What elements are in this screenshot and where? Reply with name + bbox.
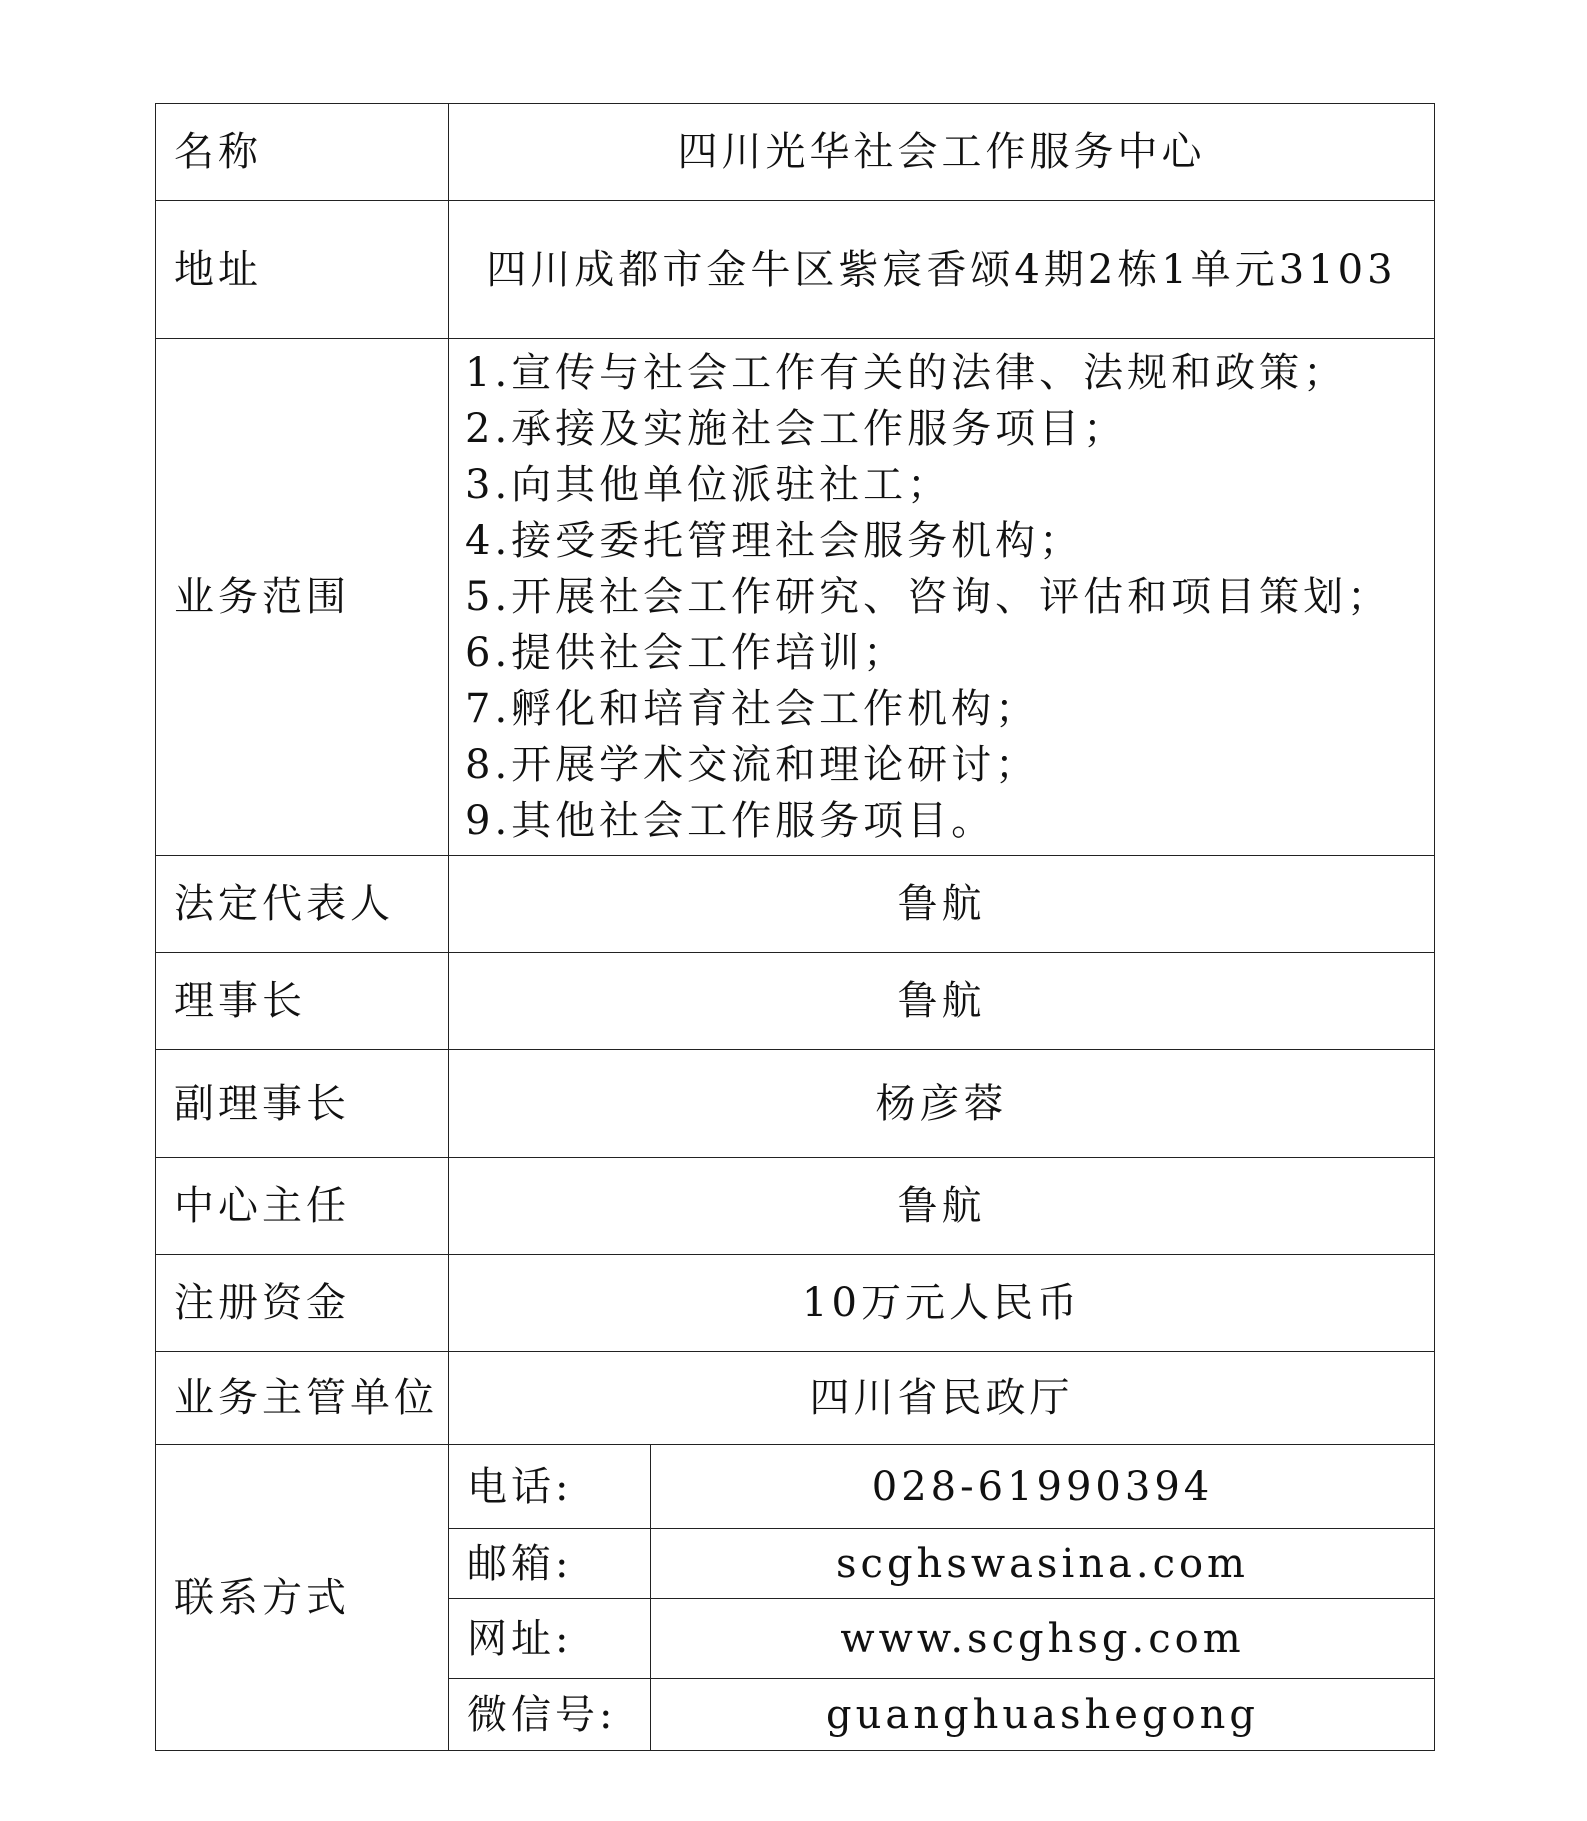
- scope-item: 7.孵化和培育社会工作机构；: [465, 686, 1040, 732]
- table-row-capital: [156, 1255, 1435, 1352]
- contact-label: 联系方式: [156, 1445, 449, 1751]
- supervisor-label: 业务主管单位: [156, 1352, 449, 1445]
- director-label: 中心主任: [156, 1158, 449, 1255]
- capital-label: 注册资金: [156, 1255, 449, 1352]
- table-row-director: [156, 1158, 1435, 1255]
- website-value: www.scghsg.com: [651, 1599, 1435, 1679]
- address-value: 四川成都市金牛区紫宸香颂4期2栋1单元3103: [449, 201, 1435, 339]
- website-label: 网址:: [449, 1599, 651, 1679]
- scope-item: 2.承接及实施社会工作服务项目；: [465, 406, 1128, 452]
- table-row-chairman: [156, 953, 1435, 1050]
- email-value: scghswasina.com: [651, 1529, 1435, 1599]
- scope-item: 4.接受委托管理社会服务机构；: [465, 518, 1084, 564]
- scope-item: 9.其他社会工作服务项目。: [465, 798, 996, 844]
- address-label: 地址: [156, 201, 449, 339]
- scope-list: [449, 339, 1435, 856]
- chairman-label: 理事长: [156, 953, 449, 1050]
- scope-item: 6.提供社会工作培训；: [465, 630, 908, 676]
- scope-item: 1.宣传与社会工作有关的法律、法规和政策；: [465, 350, 1348, 396]
- table-row-legal-rep: [156, 856, 1435, 953]
- name-label: 名称: [156, 104, 449, 201]
- name-value: 四川光华社会工作服务中心: [449, 104, 1435, 201]
- vice-chairman-label: 副理事长: [156, 1050, 449, 1158]
- scope-item: 5.开展社会工作研究、咨询、评估和项目策划；: [465, 574, 1392, 620]
- table-row-address: [156, 201, 1435, 339]
- capital-value: 10万元人民币: [449, 1255, 1435, 1352]
- organization-info-table: [155, 103, 1435, 1751]
- scope-item: 3.向其他单位派驻社工；: [465, 462, 952, 508]
- legal-rep-value: 鲁航: [449, 856, 1435, 953]
- supervisor-value: 四川省民政厅: [449, 1352, 1435, 1445]
- table-row-supervisor: [156, 1352, 1435, 1445]
- scope-label: 业务范围: [156, 339, 449, 856]
- phone-value: 028-61990394: [651, 1445, 1435, 1529]
- chairman-value: 鲁航: [449, 953, 1435, 1050]
- legal-rep-label: 法定代表人: [156, 856, 449, 953]
- email-label: 邮箱:: [449, 1529, 651, 1599]
- director-value: 鲁航: [449, 1158, 1435, 1255]
- table-row-vice-chairman: [156, 1050, 1435, 1158]
- vice-chairman-value: 杨彦蓉: [449, 1050, 1435, 1158]
- table-row-scope: [156, 339, 1435, 856]
- table-row-phone: [156, 1445, 1435, 1529]
- wechat-value: guanghuashegong: [651, 1679, 1435, 1751]
- phone-label: 电话:: [449, 1445, 651, 1529]
- scope-item: 8.开展学术交流和理论研讨；: [465, 742, 1040, 788]
- table-row-name: [156, 104, 1435, 201]
- wechat-label: 微信号:: [449, 1679, 651, 1751]
